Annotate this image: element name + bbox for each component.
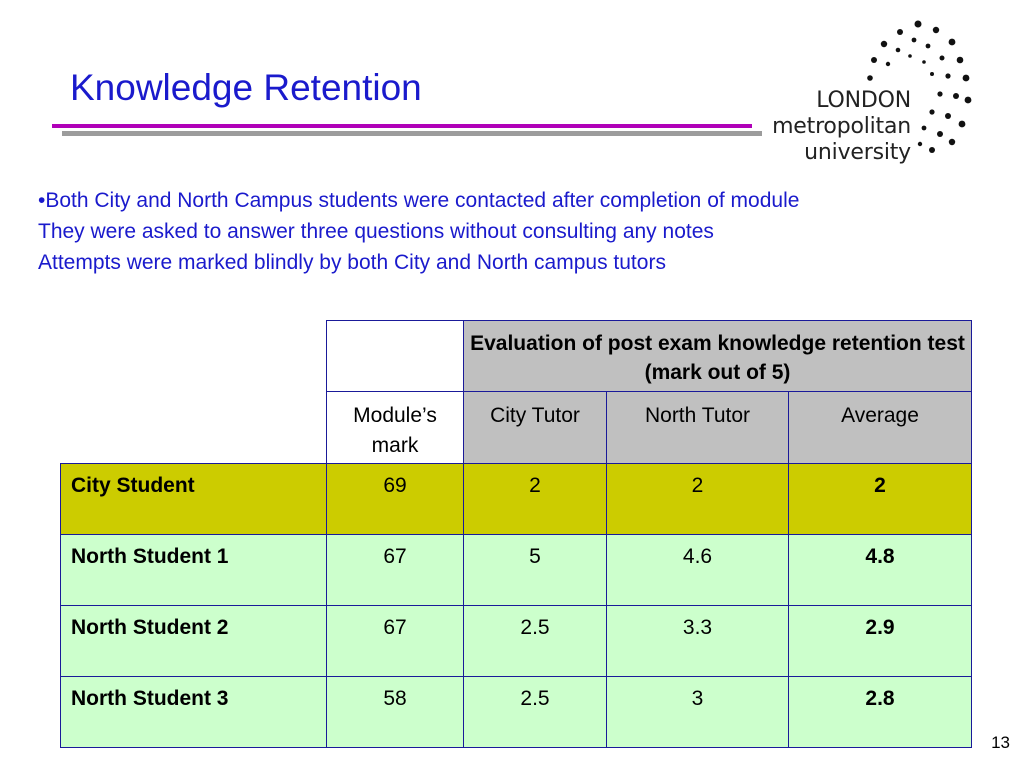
logo-line-3: university <box>804 140 911 165</box>
bullet-line-1: •Both City and North Campus students were contacted after completion of module <box>38 189 800 212</box>
city-tutor-cell: 2.5 <box>464 606 607 677</box>
slide-title: Knowledge Retention <box>70 67 422 108</box>
title-underline-gray <box>62 131 762 136</box>
table-row <box>61 677 972 748</box>
column-header-city-tutor: City Tutor <box>464 392 607 464</box>
row-label: North Student 1 <box>61 535 327 606</box>
row-label: North Student 3 <box>61 677 327 748</box>
column-header-average: Average <box>789 392 972 464</box>
table-corner-empty-2 <box>61 392 327 464</box>
row-label: North Student 2 <box>61 606 327 677</box>
city-tutor-cell: 2 <box>464 464 607 535</box>
north-tutor-cell: 3.3 <box>607 606 789 677</box>
row-label: City Student <box>61 464 327 535</box>
column-header-north-tutor: North Tutor <box>607 392 789 464</box>
module-mark-cell: 67 <box>327 606 464 677</box>
north-tutor-cell: 3 <box>607 677 789 748</box>
average-cell: 2 <box>789 464 972 535</box>
average-cell: 2.8 <box>789 677 972 748</box>
logo-line-1: LONDON <box>816 88 911 113</box>
column-header-module-mark: Module’s mark <box>327 392 464 464</box>
bullet-line-2: They were asked to answer three questions without consulting any notes <box>38 220 714 243</box>
table-row <box>61 535 972 606</box>
city-tutor-cell: 5 <box>464 535 607 606</box>
table-corner-empty <box>61 321 327 392</box>
logo-dot-burst-icon <box>848 16 993 176</box>
title-underline-magenta <box>52 124 752 128</box>
bullet-line-3: Attempts were marked blindly by both City and North campus tutors <box>38 251 666 274</box>
logo-line-2: metropolitan <box>772 114 911 139</box>
module-mark-cell: 67 <box>327 535 464 606</box>
page-number: 13 <box>991 733 1010 752</box>
table-header-blank <box>327 321 464 392</box>
city-tutor-cell: 2.5 <box>464 677 607 748</box>
table-header-row-2 <box>61 392 972 464</box>
average-cell: 4.8 <box>789 535 972 606</box>
university-logo <box>763 16 993 176</box>
table-header-row-1 <box>61 321 972 392</box>
table-row <box>61 464 972 535</box>
table-group-header: Evaluation of post exam knowledge retention test (mark out of 5) <box>464 321 972 392</box>
average-cell: 2.9 <box>789 606 972 677</box>
table-row <box>61 606 972 677</box>
module-mark-cell: 69 <box>327 464 464 535</box>
north-tutor-cell: 4.6 <box>607 535 789 606</box>
module-mark-cell: 58 <box>327 677 464 748</box>
north-tutor-cell: 2 <box>607 464 789 535</box>
bullet-list <box>38 185 799 278</box>
knowledge-retention-table <box>60 320 972 748</box>
